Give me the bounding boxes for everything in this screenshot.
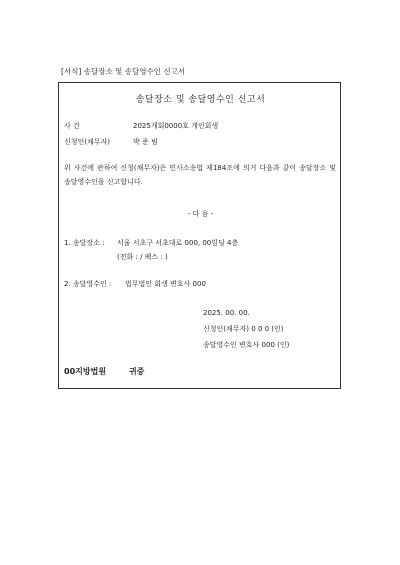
case-number: 2025개회0000호 개인회생 — [133, 122, 219, 130]
separator: - 다 음 - — [187, 210, 214, 218]
case-label: 사 건 — [64, 122, 80, 130]
applicant-label: 신청인(채무자) — [64, 138, 111, 146]
filing-date: 2025. 00. 00. — [203, 309, 250, 317]
delivery-address: 서울 서초구 서초대로 000, 00빌딩 4층 — [117, 239, 239, 247]
form-label: [서식] 송달장소 및 송달영수인 신고서 — [61, 67, 186, 76]
delivery-agent-label: 2. 송달영수인 : — [64, 280, 112, 288]
body-paragraph: 위 사건에 관하여 신청(채무자)은 민사소송법 제184조에 의거 다음과 같이 송달장소 및 송달영수인을 신고합니다. — [64, 164, 336, 186]
document-title: 송달장소 및 송달영수인 신고서 — [135, 95, 266, 105]
delivery-place-label: 1. 송달장소 : — [64, 239, 105, 247]
court-name: 00지방법원 — [64, 367, 107, 376]
delivery-agent-value: 법무법인 회생 변호사 000 — [125, 280, 206, 288]
agent-signature: 송달영수인 변호사 000 (인) — [203, 341, 290, 349]
document-box — [58, 82, 341, 389]
applicant-signature: 신청인(채무자) 0 0 0 (인) — [203, 325, 284, 333]
applicant-name: 박 준 범 — [133, 138, 158, 146]
phone-fax: (전화 : / 팩스 : ) — [117, 253, 168, 261]
court-suffix: 귀중 — [129, 367, 145, 376]
